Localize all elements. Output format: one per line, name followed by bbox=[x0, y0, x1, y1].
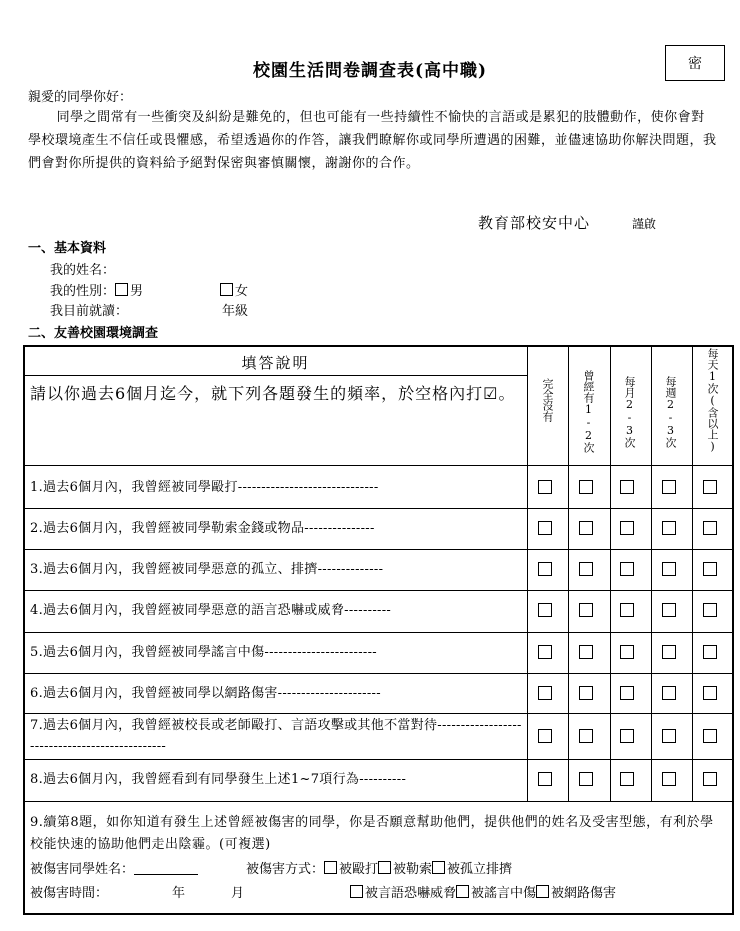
answer-checkbox[interactable] bbox=[703, 729, 717, 743]
answer-checkbox[interactable] bbox=[538, 645, 552, 659]
answer-checkbox[interactable] bbox=[662, 645, 676, 659]
option-extorted-checkbox[interactable] bbox=[378, 861, 391, 874]
answer-checkbox[interactable] bbox=[579, 521, 593, 535]
answer-checkbox[interactable] bbox=[620, 603, 634, 617]
question-4: 4.過去6個月內，我曾經被同學惡意的語言恐嚇或威脅---------- bbox=[30, 603, 392, 618]
victim-name-input[interactable] bbox=[134, 862, 198, 875]
answer-checkbox[interactable] bbox=[703, 772, 717, 786]
answer-checkbox[interactable] bbox=[703, 480, 717, 494]
answer-checkbox[interactable] bbox=[662, 521, 676, 535]
method-row-2 bbox=[350, 882, 616, 901]
row-line bbox=[23, 673, 734, 674]
answer-checkbox[interactable] bbox=[579, 562, 593, 576]
option-beaten: 被毆打 bbox=[339, 862, 379, 877]
answer-checkbox[interactable] bbox=[538, 480, 552, 494]
gender-label: 我的性別： bbox=[50, 284, 116, 299]
column-divider bbox=[527, 345, 528, 801]
row-line bbox=[23, 801, 734, 802]
answer-checkbox[interactable] bbox=[662, 686, 676, 700]
answer-checkbox[interactable] bbox=[662, 480, 676, 494]
question-8: 8.過去6個月內，我曾經看到有同學發生上述1~7項行為---------- bbox=[30, 772, 407, 787]
answer-checkbox[interactable] bbox=[579, 686, 593, 700]
option-isolated: 被孤立排擠 bbox=[447, 862, 513, 877]
answer-checkbox[interactable] bbox=[579, 603, 593, 617]
section-basic-info-title: 一、基本資料 bbox=[28, 241, 107, 256]
fill-instructions-text: 請以你過去6個月迄今，就下列各題發生的頻率，於空格內打☑。 bbox=[30, 384, 516, 403]
answer-checkbox[interactable] bbox=[579, 480, 593, 494]
question-1: 1.過去6個月內，我曾經被同學毆打------------------------------ bbox=[30, 480, 379, 495]
answer-checkbox[interactable] bbox=[620, 562, 634, 576]
greeting: 親愛的同學你好： bbox=[28, 90, 133, 105]
row-line bbox=[23, 465, 734, 466]
form-title: 校園生活問卷調查表(高中職) bbox=[252, 61, 488, 81]
intro-paragraph: 同學之間常有一些衝突及糾紛是難免的，但也可能有一些持續性不愉快的言語或是累犯的肢體動作，使你會對學校環境產生不信任或畏懼感，希望透過你的作答，讓我們瞭解你或同學所遭遇的困難，並儘速協助你解決問題，我們會對你所提供的資料給予絕對保密與審慎關懷，謝謝你的合作。 bbox=[28, 110, 717, 171]
answer-checkbox[interactable] bbox=[620, 480, 634, 494]
column-header-daily: 每天1次(含以上) bbox=[706, 348, 719, 453]
answer-checkbox[interactable] bbox=[703, 562, 717, 576]
answer-checkbox[interactable] bbox=[579, 772, 593, 786]
answer-checkbox[interactable] bbox=[620, 772, 634, 786]
answer-checkbox[interactable] bbox=[538, 729, 552, 743]
male-checkbox[interactable] bbox=[115, 283, 128, 296]
time-label: 被傷害時間： bbox=[30, 886, 109, 901]
question-5: 5.過去6個月內，我曾經被同學謠言中傷------------------------ bbox=[30, 645, 377, 660]
option-extorted: 被勒索 bbox=[393, 862, 433, 877]
row-line bbox=[23, 549, 734, 550]
header-divider bbox=[23, 375, 528, 376]
answer-checkbox[interactable] bbox=[662, 603, 676, 617]
answer-checkbox[interactable] bbox=[579, 645, 593, 659]
time-row bbox=[30, 882, 108, 901]
option-beaten-checkbox[interactable] bbox=[324, 861, 337, 874]
option-verbal: 被言語恐嚇威脅 bbox=[365, 886, 457, 901]
option-cyber-checkbox[interactable] bbox=[536, 885, 549, 898]
answer-checkbox[interactable] bbox=[620, 521, 634, 535]
column-header-once-twice: 曾經有1-2次 bbox=[582, 370, 595, 453]
answer-checkbox[interactable] bbox=[662, 729, 676, 743]
section-survey-title: 二、友善校園環境調查 bbox=[28, 326, 159, 341]
question-6: 6.過去6個月內，我曾經被同學以網路傷害---------------------- bbox=[30, 686, 381, 701]
column-header-never: 完全沒有 bbox=[541, 378, 554, 422]
name-field-label: 我的姓名： bbox=[50, 263, 116, 278]
column-header-monthly: 每月2-3次 bbox=[623, 376, 636, 448]
answer-checkbox[interactable] bbox=[662, 562, 676, 576]
answer-checkbox[interactable] bbox=[538, 562, 552, 576]
victim-name-label: 被傷害同學姓名： bbox=[30, 862, 135, 877]
answer-checkbox[interactable] bbox=[579, 729, 593, 743]
column-divider bbox=[568, 345, 569, 801]
answer-checkbox[interactable] bbox=[703, 603, 717, 617]
answer-checkbox[interactable] bbox=[538, 603, 552, 617]
column-divider bbox=[610, 345, 611, 801]
method-row bbox=[246, 858, 512, 877]
option-rumor: 被謠言中傷 bbox=[471, 886, 537, 901]
row-line bbox=[23, 713, 734, 714]
option-isolated-checkbox[interactable] bbox=[432, 861, 445, 874]
question-7: 7.過去6個月內，我曾經被校長或老師毆打、言語攻擊或其他不當對待----------------------------------------------- bbox=[30, 718, 522, 754]
row-line bbox=[23, 508, 734, 509]
row-line bbox=[23, 759, 734, 760]
column-divider bbox=[692, 345, 693, 801]
answer-checkbox[interactable] bbox=[620, 729, 634, 743]
method-label: 被傷害方式： bbox=[246, 862, 325, 877]
question-3: 3.過去6個月內，我曾經被同學惡意的孤立、排擠-------------- bbox=[30, 562, 384, 577]
answer-checkbox[interactable] bbox=[703, 521, 717, 535]
female-option bbox=[220, 280, 248, 299]
question-2: 2.過去6個月內，我曾經被同學勒索金錢或物品--------------- bbox=[30, 521, 375, 536]
female-label: 女 bbox=[235, 284, 249, 299]
gender-field bbox=[50, 280, 143, 299]
answer-checkbox[interactable] bbox=[538, 772, 552, 786]
month-label: 月 bbox=[231, 886, 245, 901]
fill-instructions-header: 填答說明 bbox=[241, 354, 310, 372]
organization-signature: 教育部校安中心 bbox=[478, 214, 591, 232]
row-line bbox=[23, 632, 734, 633]
year-label: 年 bbox=[172, 886, 186, 901]
row-line bbox=[23, 590, 734, 591]
column-divider bbox=[651, 345, 652, 801]
respect-closing: 謹啟 bbox=[632, 217, 657, 231]
option-rumor-checkbox[interactable] bbox=[456, 885, 469, 898]
question-9: 9.續第8題，如你知道有發生上述曾經被傷害的同學，你是否願意幫助他們，提供他們的姓名及受害型態，有利於學校能快速的協助他們走出陰霾。(可複選) bbox=[30, 815, 714, 852]
victim-name-row bbox=[30, 858, 198, 877]
answer-checkbox[interactable] bbox=[538, 521, 552, 535]
answer-checkbox[interactable] bbox=[620, 645, 634, 659]
confidential-stamp: 密 bbox=[665, 45, 725, 81]
female-checkbox[interactable] bbox=[220, 283, 233, 296]
grade-unit: 年級 bbox=[222, 304, 249, 319]
male-label: 男 bbox=[130, 284, 144, 299]
grade-label: 我目前就讀： bbox=[50, 304, 129, 319]
column-header-weekly: 每週2-3次 bbox=[664, 376, 677, 448]
option-cyber: 被網路傷害 bbox=[551, 886, 617, 901]
answer-checkbox[interactable] bbox=[662, 772, 676, 786]
answer-checkbox[interactable] bbox=[703, 686, 717, 700]
answer-checkbox[interactable] bbox=[620, 686, 634, 700]
option-verbal-checkbox[interactable] bbox=[350, 885, 363, 898]
answer-checkbox[interactable] bbox=[703, 645, 717, 659]
answer-checkbox[interactable] bbox=[538, 686, 552, 700]
